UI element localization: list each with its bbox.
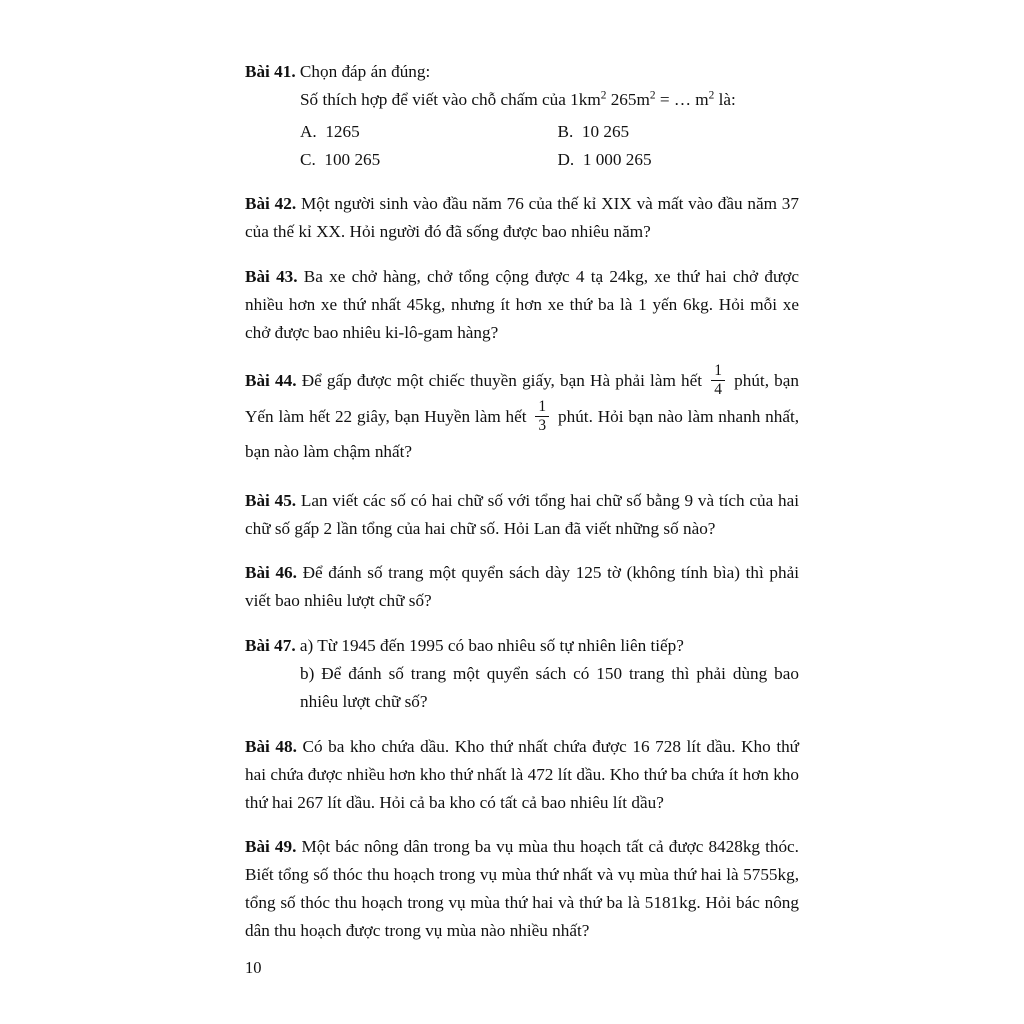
exercise-47 [245, 632, 799, 716]
exercise-46-text: Để đánh số trang một quyển sách dày 125 tờ (không tính bìa) thì phải viết bao nhiêu lượt chữ số? [245, 563, 799, 611]
fraction-numerator: 1 [538, 397, 547, 415]
fraction-denominator: 4 [714, 381, 722, 399]
choice-b[interactable] [550, 118, 800, 146]
fraction-one-third [535, 399, 549, 435]
exercise-48-text: Có ba kho chứa dầu. Kho thứ nhất chứa được 16 728 lít dầu. Kho thứ hai chứa được nhiều hơn kho thứ nhất là 472 lít dầu. Kho thứ ba chứa ít hơn kho thứ hai 267 lít dầu. Hỏi cả ba kho có tất cả bao nhiêu lít dầu? [245, 736, 799, 812]
exercise-41-subtext-row [300, 86, 799, 114]
exercise-44-part1: Để gấp được một chiếc thuyền giấy, bạn Hà phải làm hết [301, 370, 703, 390]
fraction-numerator: 1 [714, 362, 722, 380]
choice-c-value: 100 265 [324, 149, 381, 169]
choice-d-value: 1 000 265 [582, 149, 652, 169]
exercise-47-text-a: a) Từ 1945 đến 1995 có bao nhiêu số tự nhiên liên tiếp? [299, 636, 684, 656]
choice-c-key: C. [300, 149, 316, 169]
choice-d-key: D. [557, 149, 575, 169]
exercise-47-label: Bài 47. [245, 636, 296, 656]
fraction-denominator: 3 [538, 417, 547, 435]
exercise-49-text: Một bác nông dân trong ba vụ mùa thu hoạch tất cả được 8428kg thóc. Biết tổng số thóc thu hoạch trong vụ mùa thứ nhất và vụ mùa thứ hai là 5755kg, tổng số thóc thu hoạch trong vụ mùa thứ hai và thứ ba là 5181kg. Hỏi bác nông dân thu hoạch được trong vụ mùa nào nhiều nhất? [245, 837, 799, 940]
exercise-42-label: Bài 42. [245, 194, 297, 214]
exercise-44 [245, 364, 799, 470]
exercise-49 [245, 833, 799, 944]
exercise-43-text: Ba xe chở hàng, chở tổng cộng được 4 tạ 24kg, xe thứ hai chở được nhiều hơn xe thứ nhất 45kg, nhưng ít hơn xe thứ ba là 1 yến 6kg. Hỏi mỗi xe chở được bao nhiêu ki-lô-gam hàng? [245, 267, 800, 342]
exercise-42 [245, 190, 799, 246]
choice-b-value: 10 265 [581, 121, 630, 141]
exercise-44-part3: phút. Hỏi bạn nào làm nhanh nhất, bạn nào làm chậm nhất? [245, 406, 800, 462]
exercise-46 [245, 559, 799, 615]
fraction-one-quarter [711, 363, 725, 399]
exercise-42-text: Một người sinh vào đầu năm 76 của thế kỉ XIX và mất vào đầu năm 37 của thế kỉ XX. Hỏi người đó đã sống được bao nhiêu năm? [245, 194, 799, 242]
exercise-41-line [245, 58, 799, 86]
exercise-41-subtext: Số thích hợp để viết vào chỗ chấm của $1km^2$ $265m^2$ = … $m^2$ là: [300, 89, 736, 109]
exercise-48 [245, 733, 799, 817]
exercise-48-label: Bài 48. [245, 736, 297, 756]
exercise-49-label: Bài 49. [245, 837, 297, 857]
choice-a-key: A. [300, 121, 317, 141]
exercise-44-label: Bài 44. [245, 370, 297, 390]
exercise-46-label: Bài 46. [245, 563, 297, 583]
choice-c[interactable] [300, 146, 550, 174]
exercise-44-part2: phút, bạn Yến làm hết 22 giây, bạn Huyền làm hết [245, 370, 799, 426]
page-number: 10 [245, 958, 262, 977]
exercise-41 [245, 58, 799, 173]
exercise-45-label: Bài 45. [245, 490, 297, 510]
exercise-43 [245, 263, 799, 347]
exercise-47-text-b: b) Để đánh số trang một quyển sách có 150 trang thì phải dùng bao nhiêu lượt chữ số? [300, 664, 799, 711]
exercise-47-line [245, 632, 799, 660]
choice-a[interactable] [300, 118, 550, 146]
choice-d[interactable] [550, 146, 800, 174]
exercise-41-label: Bài 41. [245, 62, 296, 81]
exercise-41-choices [300, 118, 799, 174]
choice-row [300, 118, 799, 146]
exercise-41-text: Chọn đáp án đúng: [299, 62, 431, 81]
choice-a-value: 1265 [325, 121, 360, 141]
exercise-45 [245, 487, 799, 543]
choice-b-key: B. [557, 121, 574, 141]
exercise-47-text-b-row [300, 660, 799, 716]
choice-row [300, 146, 799, 174]
exercise-45-text: Lan viết các số có hai chữ số với tổng hai chữ số bằng 9 và tích của hai chữ số gấp 2 lần tổng của hai chữ số. Hỏi Lan đã viết những số nào? [245, 490, 799, 538]
exercise-43-label: Bài 43. [245, 267, 298, 287]
